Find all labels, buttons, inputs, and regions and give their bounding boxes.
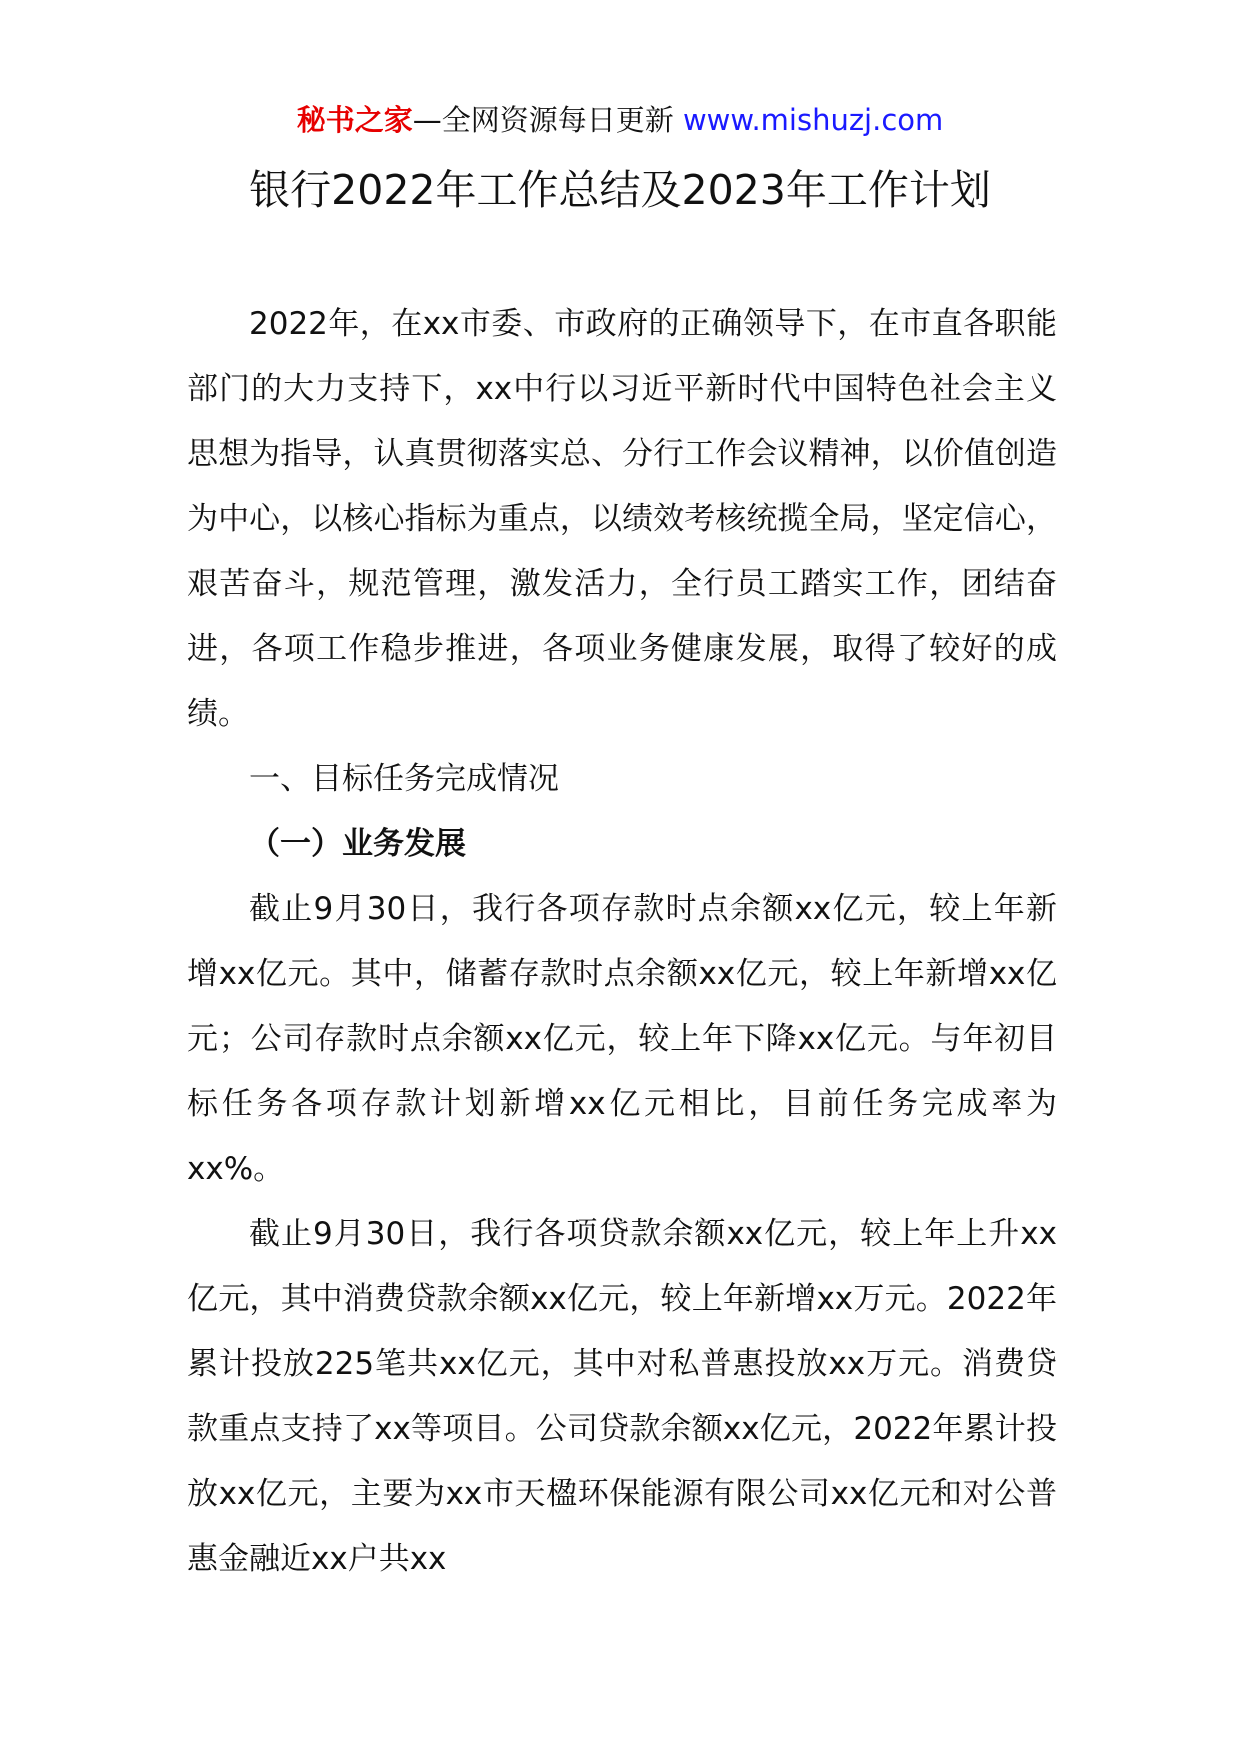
section-heading: 一、目标任务完成情况: [249, 761, 559, 797]
website-link[interactable]: www.mishuzj.com: [682, 103, 944, 137]
site-header: [0, 100, 1240, 140]
paragraph-deposits: 截止9月30日，我行各项存款时点余额xx亿元，较上年新增xx亿元。其中，储蓄存款时点余额xx亿元，较上年新增xx亿元；公司存款时点余额xx亿元，较上年下降xx亿元。与年初目标任务各项存款计划新增xx亿元相比，目前任务完成率为xx%。: [187, 891, 1057, 1187]
document-body: [187, 292, 1057, 1592]
paragraph-intro: 2022年，在xx市委、市政府的正确领导下，在市直各职能部门的大力支持下，xx中行以习近平新时代中国特色社会主义思想为指导，认真贯彻落实总、分行工作会议精神，以价值创造为中心，以核心指标为重点，以绩效考核统揽全局，坚定信心，艰苦奋斗，规范管理，激发活力，全行员工踏实工作，团结奋进，各项工作稳步推进，各项业务健康发展，取得了较好的成绩。: [187, 306, 1057, 732]
document-title: 银行2022年工作总结及2023年工作计划: [249, 166, 991, 214]
paragraph-loans: 截止9月30日，我行各项贷款余额xx亿元，较上年上升xx亿元，其中消费贷款余额xx亿元，较上年新增xx万元。2022年累计投放225笔共xx亿元，其中对私普惠投放xx万元。消费贷款重点支持了xx等项目。公司贷款余额xx亿元，2022年累计投放xx亿元，主要为xx市天楹环保能源有限公司xx亿元和对公普惠金融近xx户共xx: [187, 1216, 1057, 1577]
brand-name: 秘书之家: [296, 103, 413, 137]
subsection-heading: （一）业务发展: [249, 826, 466, 862]
header-slogan: —全网资源每日更新: [412, 103, 674, 137]
